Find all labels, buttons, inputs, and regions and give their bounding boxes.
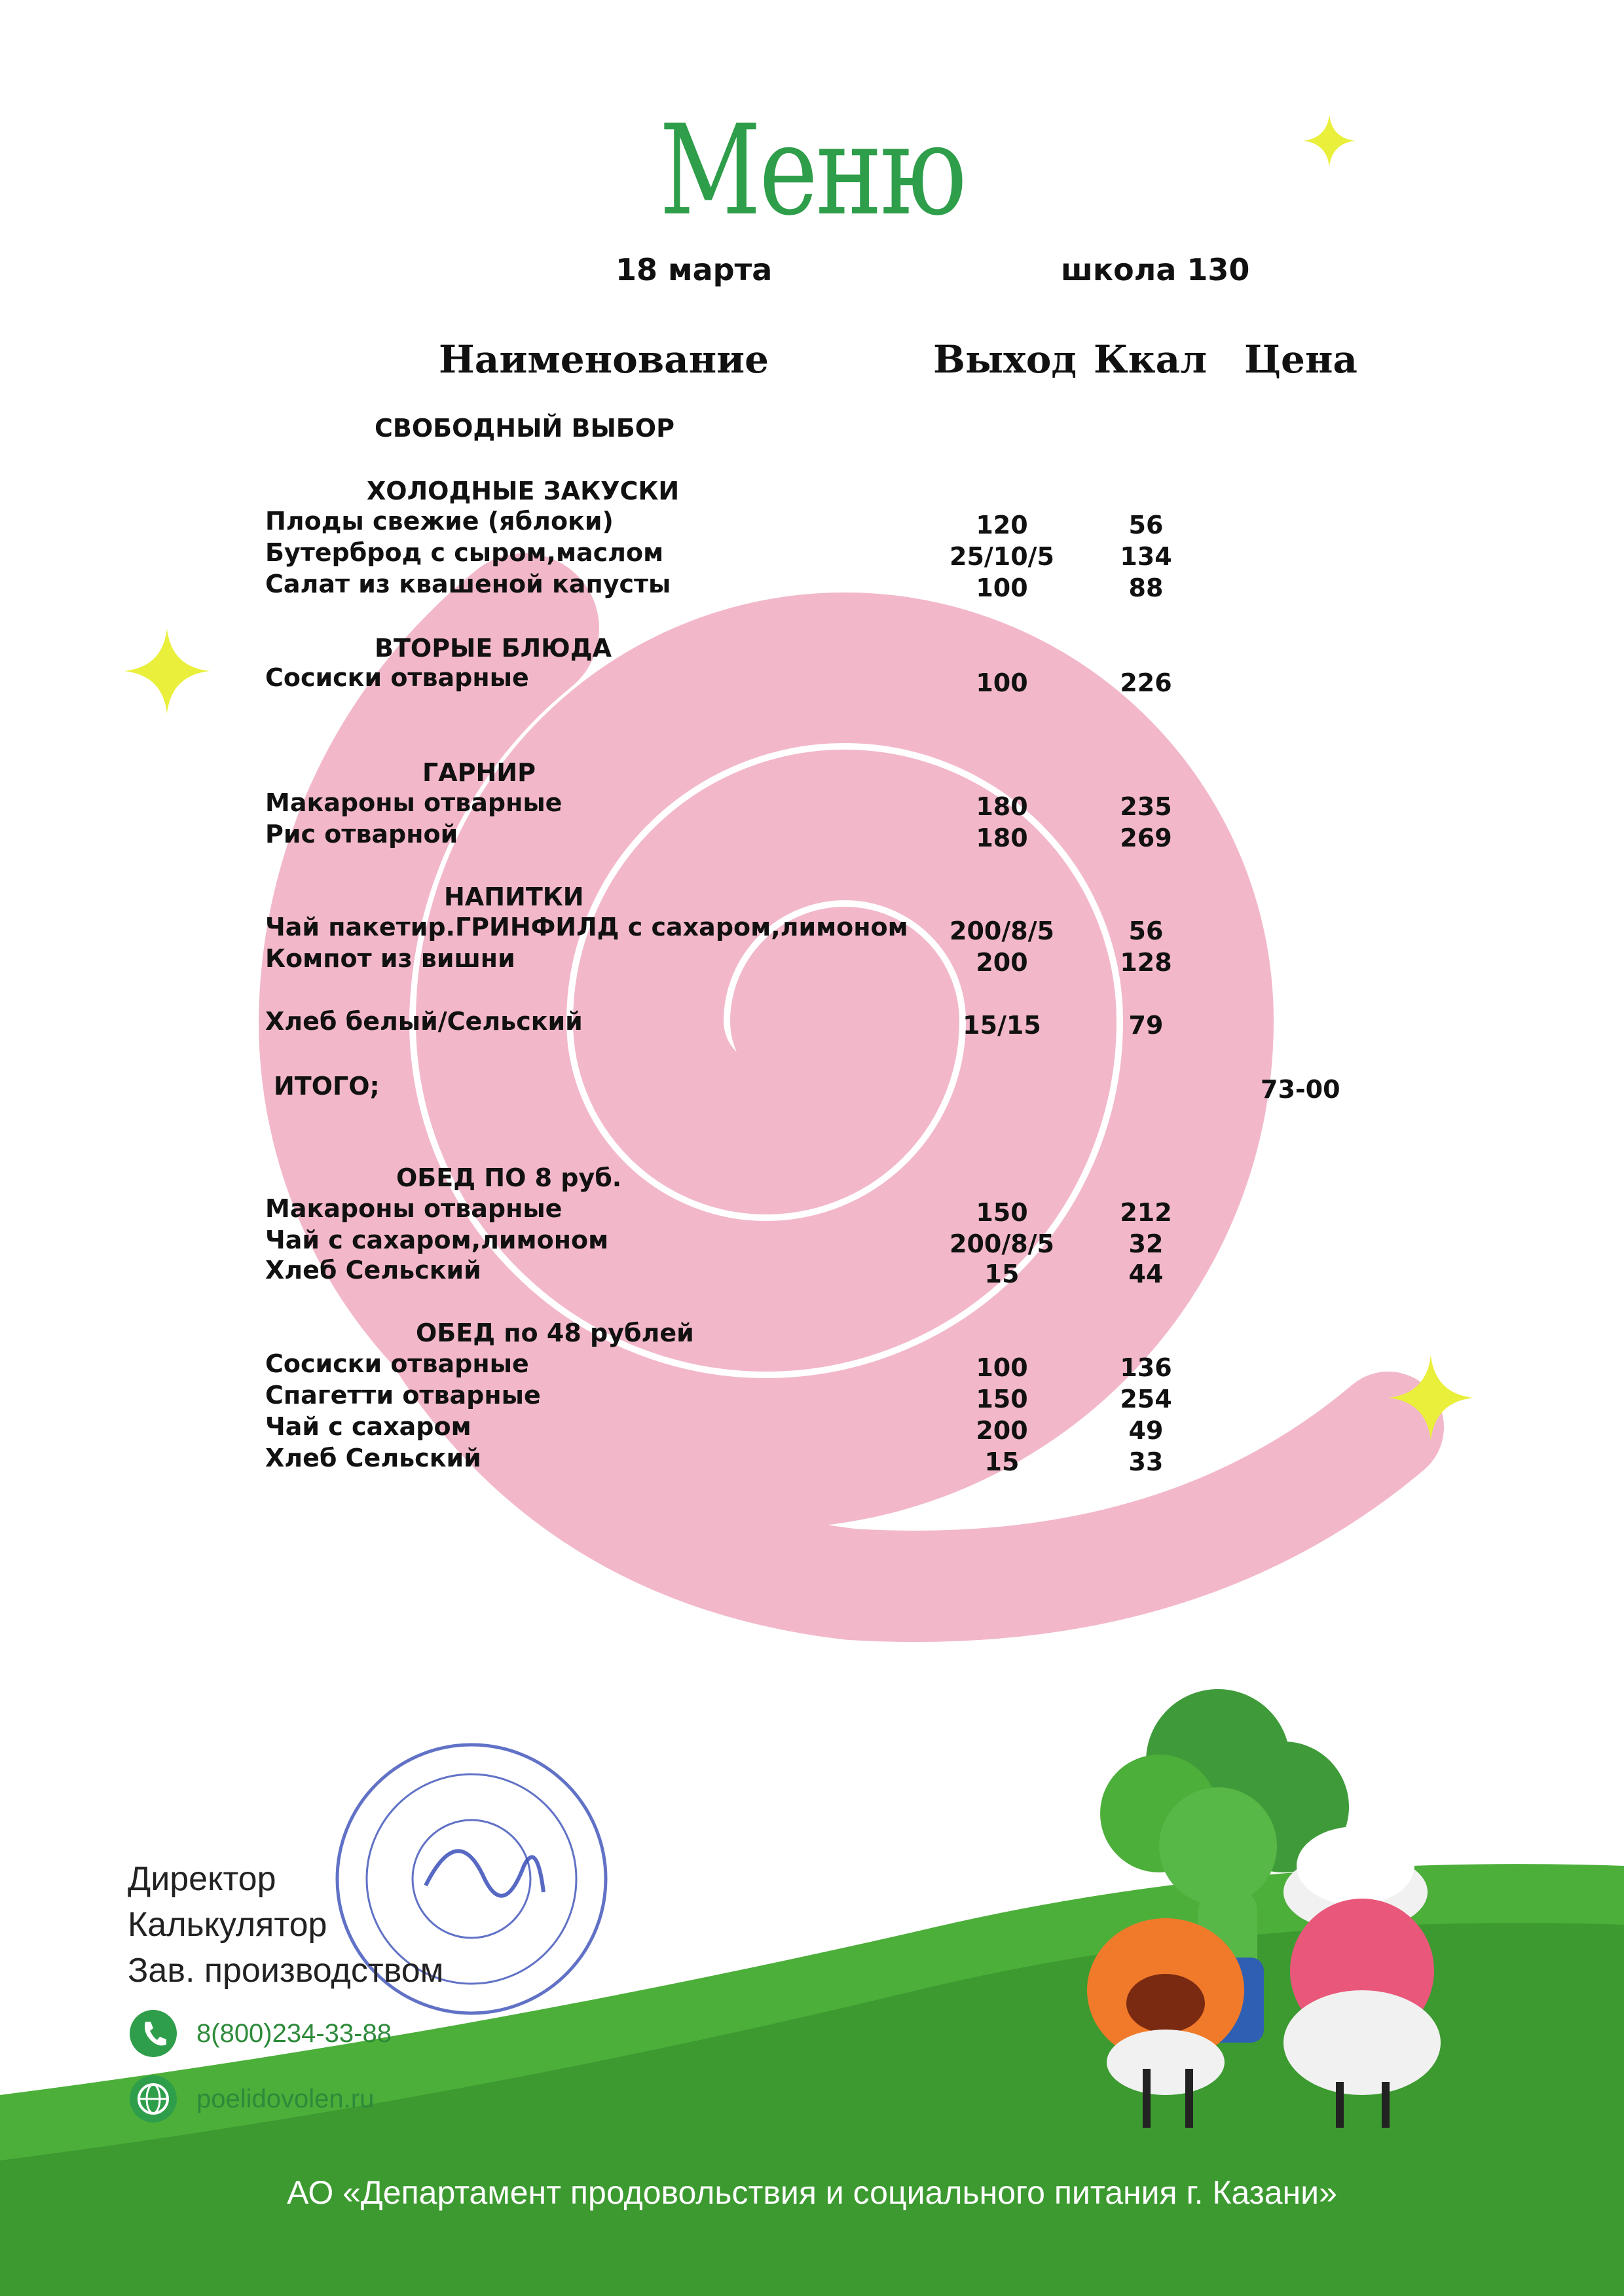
- item-name: Чай с сахаром,лимоном: [265, 1226, 609, 1254]
- item-name: Компот из вишни: [265, 944, 515, 973]
- menu-row: [0, 663, 1624, 695]
- item-output: 180: [976, 792, 1028, 821]
- column-header-price: Цена: [1244, 337, 1357, 382]
- item-name: Хлеб Сельский: [265, 1256, 481, 1285]
- item-output: 100: [976, 574, 1028, 602]
- item-output: 180: [976, 824, 1028, 852]
- phone-number: 8(800)234-33-88: [196, 2019, 392, 2048]
- column-header-kcal: Ккал: [1094, 337, 1208, 382]
- menu-row: [0, 944, 1624, 975]
- item-name: Чай пакетир.ГРИНФИЛД с сахаром,лимоном: [265, 913, 908, 941]
- menu-date: 18 марта: [616, 252, 773, 287]
- item-kcal: 49: [1128, 1416, 1164, 1445]
- item-kcal: 235: [1120, 792, 1172, 821]
- menu-row: [0, 1194, 1624, 1226]
- item-output: 25/10/5: [950, 542, 1054, 571]
- item-output: 100: [976, 668, 1028, 697]
- page-title: Меню: [659, 98, 965, 243]
- menu-row: [0, 507, 1624, 538]
- item-name: Макароны отварные: [265, 788, 563, 817]
- item-output: 200/8/5: [950, 1230, 1054, 1258]
- column-header-name: Наименование: [439, 337, 769, 382]
- item-output: 200: [976, 948, 1028, 977]
- section-cold: ХОЛОДНЫЕ ЗАКУСКИ: [367, 477, 680, 505]
- staff-production-head-label: Зав. производством: [128, 1952, 444, 1990]
- menu-row: [0, 1349, 1624, 1381]
- menu-row: [0, 788, 1624, 820]
- item-kcal: 226: [1120, 668, 1172, 697]
- item-name: Сосиски отварные: [265, 663, 529, 692]
- item-name: Макароны отварные: [265, 1194, 563, 1223]
- website-link: poelidovolen.ru: [196, 2085, 375, 2113]
- menu-row: [0, 1412, 1624, 1444]
- item-name: Салат из квашеной капусты: [265, 570, 671, 598]
- menu-row: [0, 1256, 1624, 1287]
- menu-row: [0, 1007, 1624, 1038]
- item-output: 15: [984, 1448, 1020, 1476]
- item-kcal: 269: [1120, 824, 1172, 852]
- column-header-output: Выход: [933, 337, 1077, 382]
- item-kcal: 254: [1120, 1385, 1172, 1413]
- item-name: Спагетти отварные: [265, 1381, 541, 1410]
- phone-icon: [130, 2010, 177, 2057]
- item-kcal: 88: [1128, 574, 1164, 602]
- item-kcal: 33: [1128, 1448, 1164, 1476]
- section-second: ВТОРЫЕ БЛЮДА: [375, 634, 612, 663]
- item-name: Хлеб Сельский: [265, 1444, 481, 1472]
- menu-row: [0, 913, 1624, 944]
- item-name: Плоды свежие (яблоки): [265, 507, 614, 536]
- footer-organization: АО «Департамент продовольствия и социального питания г. Казани»: [287, 2174, 1337, 2211]
- section-free-choice: СВОБОДНЫЙ ВЫБОР: [375, 414, 674, 443]
- item-name: Хлеб белый/Сельский: [265, 1007, 583, 1036]
- menu-row: [0, 820, 1624, 851]
- item-kcal: 136: [1120, 1353, 1172, 1382]
- menu-row: [0, 1226, 1624, 1257]
- item-kcal: 56: [1128, 511, 1164, 539]
- item-kcal: 128: [1120, 948, 1172, 977]
- item-kcal: 44: [1128, 1260, 1164, 1288]
- item-name: Сосиски отварные: [265, 1349, 529, 1378]
- item-name: Бутерброд с сыром,маслом: [265, 538, 664, 567]
- item-output: 150: [976, 1385, 1028, 1413]
- total-price: 73-00: [1261, 1075, 1340, 1104]
- item-output: 150: [976, 1198, 1028, 1227]
- item-name: Рис отварной: [265, 820, 458, 848]
- item-name: Чай с сахаром: [265, 1412, 471, 1441]
- item-kcal: 56: [1128, 917, 1164, 945]
- item-kcal: 32: [1128, 1230, 1164, 1258]
- menu-row: [0, 570, 1624, 601]
- item-output: 15/15: [963, 1011, 1041, 1040]
- staff-director-label: Директор: [128, 1860, 276, 1898]
- item-output: 120: [976, 511, 1028, 539]
- item-kcal: 134: [1120, 542, 1172, 571]
- menu-row: [0, 1444, 1624, 1475]
- item-output: 200/8/5: [950, 917, 1054, 945]
- mascot-characters-illustration: [1080, 1676, 1539, 2134]
- school-number: школа 130: [1061, 252, 1250, 287]
- total-label: ИТОГО;: [274, 1072, 380, 1101]
- menu-row: [0, 1381, 1624, 1412]
- staff-calculator-label: Калькулятор: [128, 1906, 327, 1944]
- item-output: 100: [976, 1353, 1028, 1382]
- item-output: 200: [976, 1416, 1028, 1445]
- globe-icon: [130, 2075, 177, 2123]
- item-kcal: 79: [1128, 1011, 1164, 1040]
- section-garnish: ГАРНИР: [422, 758, 536, 787]
- item-output: 15: [984, 1260, 1020, 1288]
- item-kcal: 212: [1120, 1198, 1172, 1227]
- section-lunch-48: ОБЕД по 48 рублей: [416, 1319, 694, 1347]
- section-drinks: НАПИТКИ: [444, 883, 584, 911]
- section-lunch-8: ОБЕД ПО 8 руб.: [396, 1163, 622, 1192]
- menu-row: [0, 538, 1624, 570]
